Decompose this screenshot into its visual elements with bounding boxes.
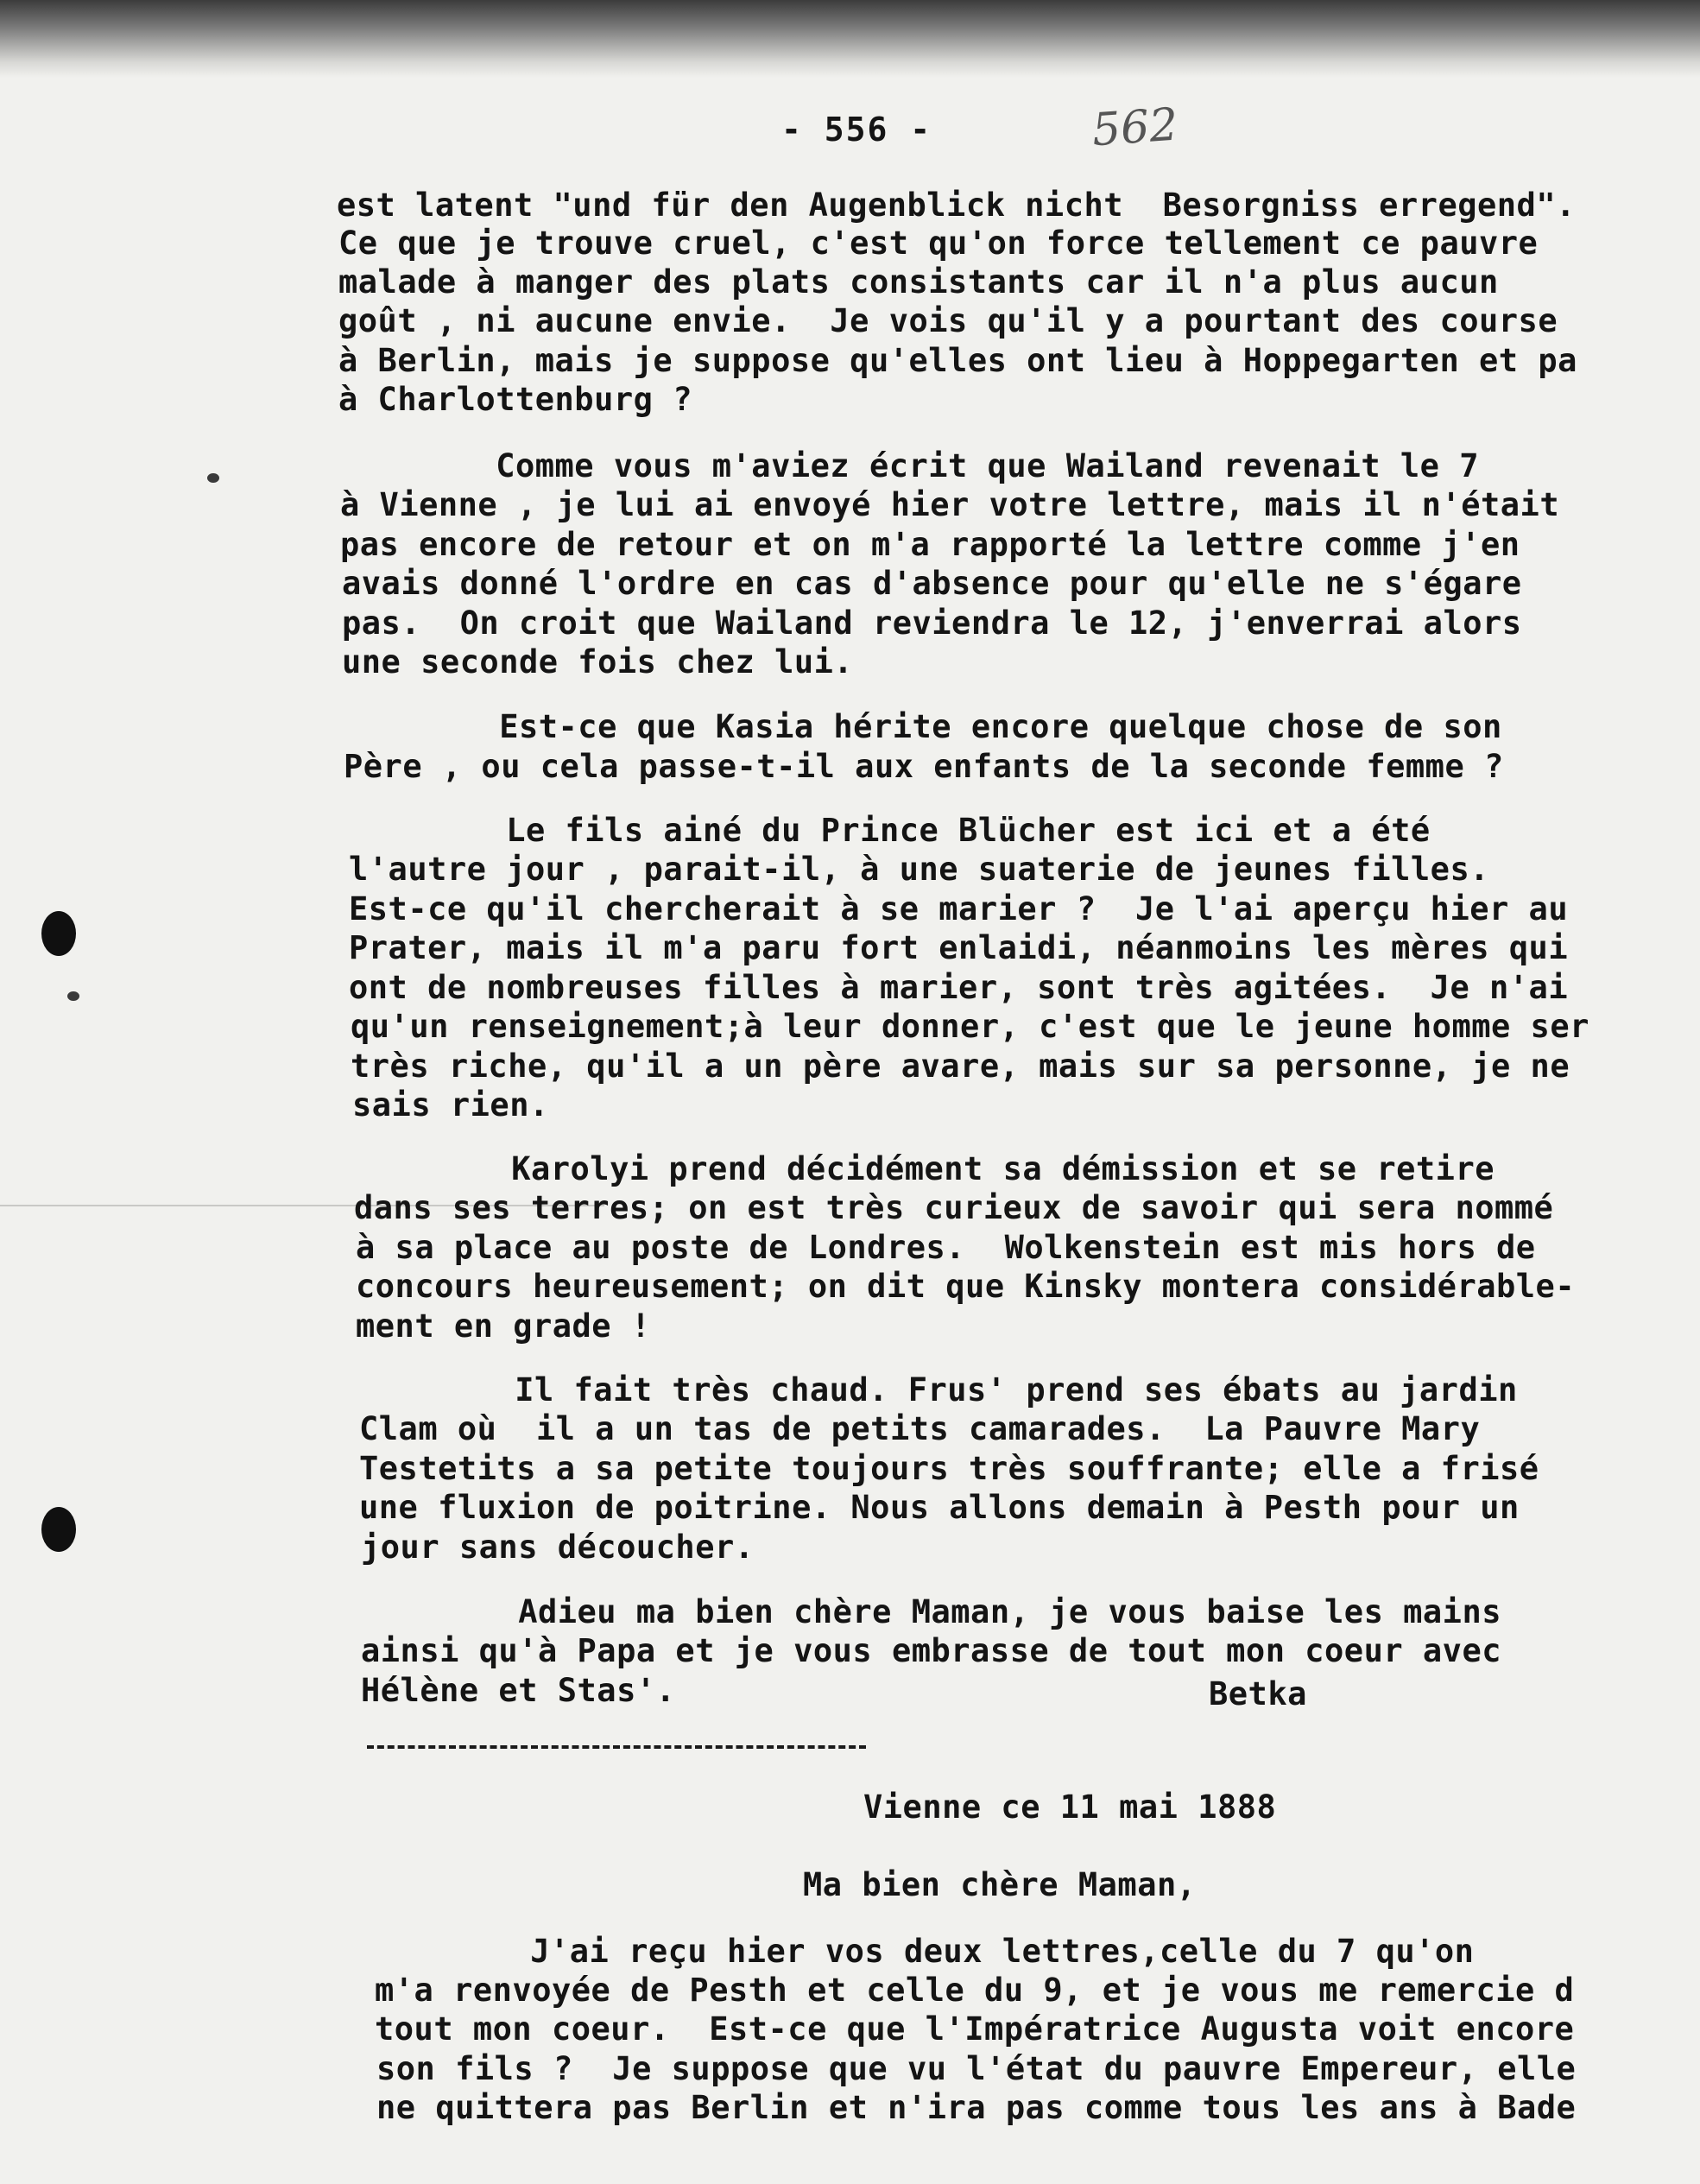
text-line: l'autre jour , parait-il, à une suaterie de jeunes filles. — [349, 851, 1490, 888]
ink-speck — [207, 473, 219, 483]
text-line: à Vienne , je lui ai envoyé hier votre lettre, mais il n'était — [340, 486, 1560, 523]
text-line: avais donné l'ordre en cas d'absence pour qu'elle ne s'égare — [342, 565, 1522, 602]
text-line: à Berlin, mais je suppose qu'elles ont lieu à Hoppegarten et pa — [338, 342, 1577, 379]
text-line: Prater, mais il m'a paru fort enlaidi, néanmoins les mères qui — [349, 929, 1569, 966]
text-line: une seconde fois chez lui. — [342, 643, 854, 681]
separator-rule — [367, 1745, 866, 1749]
text-line: Est-ce qu'il chercherait à se marier ? Je l'ai aperçu hier au — [349, 890, 1569, 927]
text-line: Hélène et Stas'. — [361, 1672, 676, 1709]
signature: Betka — [1209, 1675, 1307, 1712]
text-line: Père , ou cela passe-t-il aux enfants de la seconde femme ? — [344, 748, 1504, 785]
text-line: dans ses terres; on est très curieux de savoir qui sera nommé — [354, 1189, 1554, 1226]
text-line: ont de nombreuses filles à marier, sont très agitées. Je n'ai — [349, 969, 1569, 1006]
text-line: est latent "und für den Augenblick nicht Besorgniss erregend". — [337, 187, 1576, 224]
page-number-typed: - 556 - — [781, 111, 932, 149]
text-line: goût , ni aucune envie. Je vois qu'il y a pourtant des course — [338, 302, 1558, 339]
text-line: concours heureusement; on dit que Kinsky montera considérable- — [356, 1268, 1576, 1305]
text-line: Clam où il a un tas de petits camarades. La Pauvre Mary — [359, 1410, 1481, 1447]
text-line: sais rien. — [352, 1086, 549, 1124]
text-line: jour sans découcher. — [361, 1529, 755, 1566]
page-number-handwritten: 562 — [1090, 98, 1180, 157]
text-line: à Charlottenburg ? — [338, 381, 692, 418]
punch-hole — [41, 911, 76, 956]
text-line: Le fils ainé du Prince Blücher est ici et a été — [349, 812, 1431, 849]
text-line: très riche, qu'il a un père avare, mais sur sa personne, je ne — [351, 1048, 1570, 1085]
text-line: son fils ? Je suppose que vu l'état du pauvre Empereur, elle — [376, 2050, 1577, 2087]
text-line: une fluxion de poitrine. Nous allons demain à Pesth pour un — [359, 1489, 1520, 1526]
text-line: Comme vous m'aviez écrit que Wailand revenait le 7 — [338, 447, 1480, 484]
salutation: Ma bien chère Maman, — [803, 1866, 1197, 1903]
text-line: ainsi qu'à Papa et je vous embrasse de tout mon coeur avec — [361, 1632, 1502, 1669]
text-line: Est-ce que Kasia hérite encore quelque chose de son — [342, 708, 1502, 745]
text-line: pas. On croit que Wailand reviendra le 12, j'enverrai alors — [342, 605, 1522, 642]
text-line: malade à manger des plats consistants car il n'a plus aucun — [338, 263, 1499, 301]
punch-hole — [41, 1507, 76, 1552]
text-line: ment en grade ! — [356, 1307, 651, 1345]
text-line: Il fait très chaud. Frus' prend ses ébats au jardin — [357, 1371, 1518, 1409]
text-line: Adieu ma bien chère Maman, je vous baise les mains — [361, 1593, 1502, 1630]
text-line: Karolyi prend décidément sa démission et se retire — [354, 1150, 1495, 1187]
text-line: qu'un renseignement;à leur donner, c'est que le jeune homme ser — [351, 1008, 1589, 1045]
scan-top-shadow — [0, 0, 1700, 78]
text-line: ne quittera pas Berlin et n'ira pas comme tous les ans à Bade — [376, 2089, 1577, 2126]
text-line: Testetits a sa petite toujours très souffrante; elle a frisé — [359, 1450, 1539, 1487]
text-line: J'ai reçu hier vos deux lettres,celle du 7 qu'on — [373, 1933, 1475, 1970]
text-line: pas encore de retour et on m'a rapporté la lettre comme j'en — [340, 526, 1520, 563]
text-line: à sa place au poste de Londres. Wolkenstein est mis hors de — [356, 1229, 1536, 1266]
text-line: Ce que je trouve cruel, c'est qu'on force tellement ce pauvre — [338, 225, 1539, 262]
text-line: m'a renvoyée de Pesth et celle du 9, et je vous me remercie d — [375, 1972, 1575, 2009]
ink-speck — [67, 991, 79, 1001]
text-line: tout mon coeur. Est-ce que l'Impératrice Augusta voit encore — [375, 2010, 1575, 2048]
dateline: Vienne ce 11 mai 1888 — [863, 1788, 1277, 1826]
